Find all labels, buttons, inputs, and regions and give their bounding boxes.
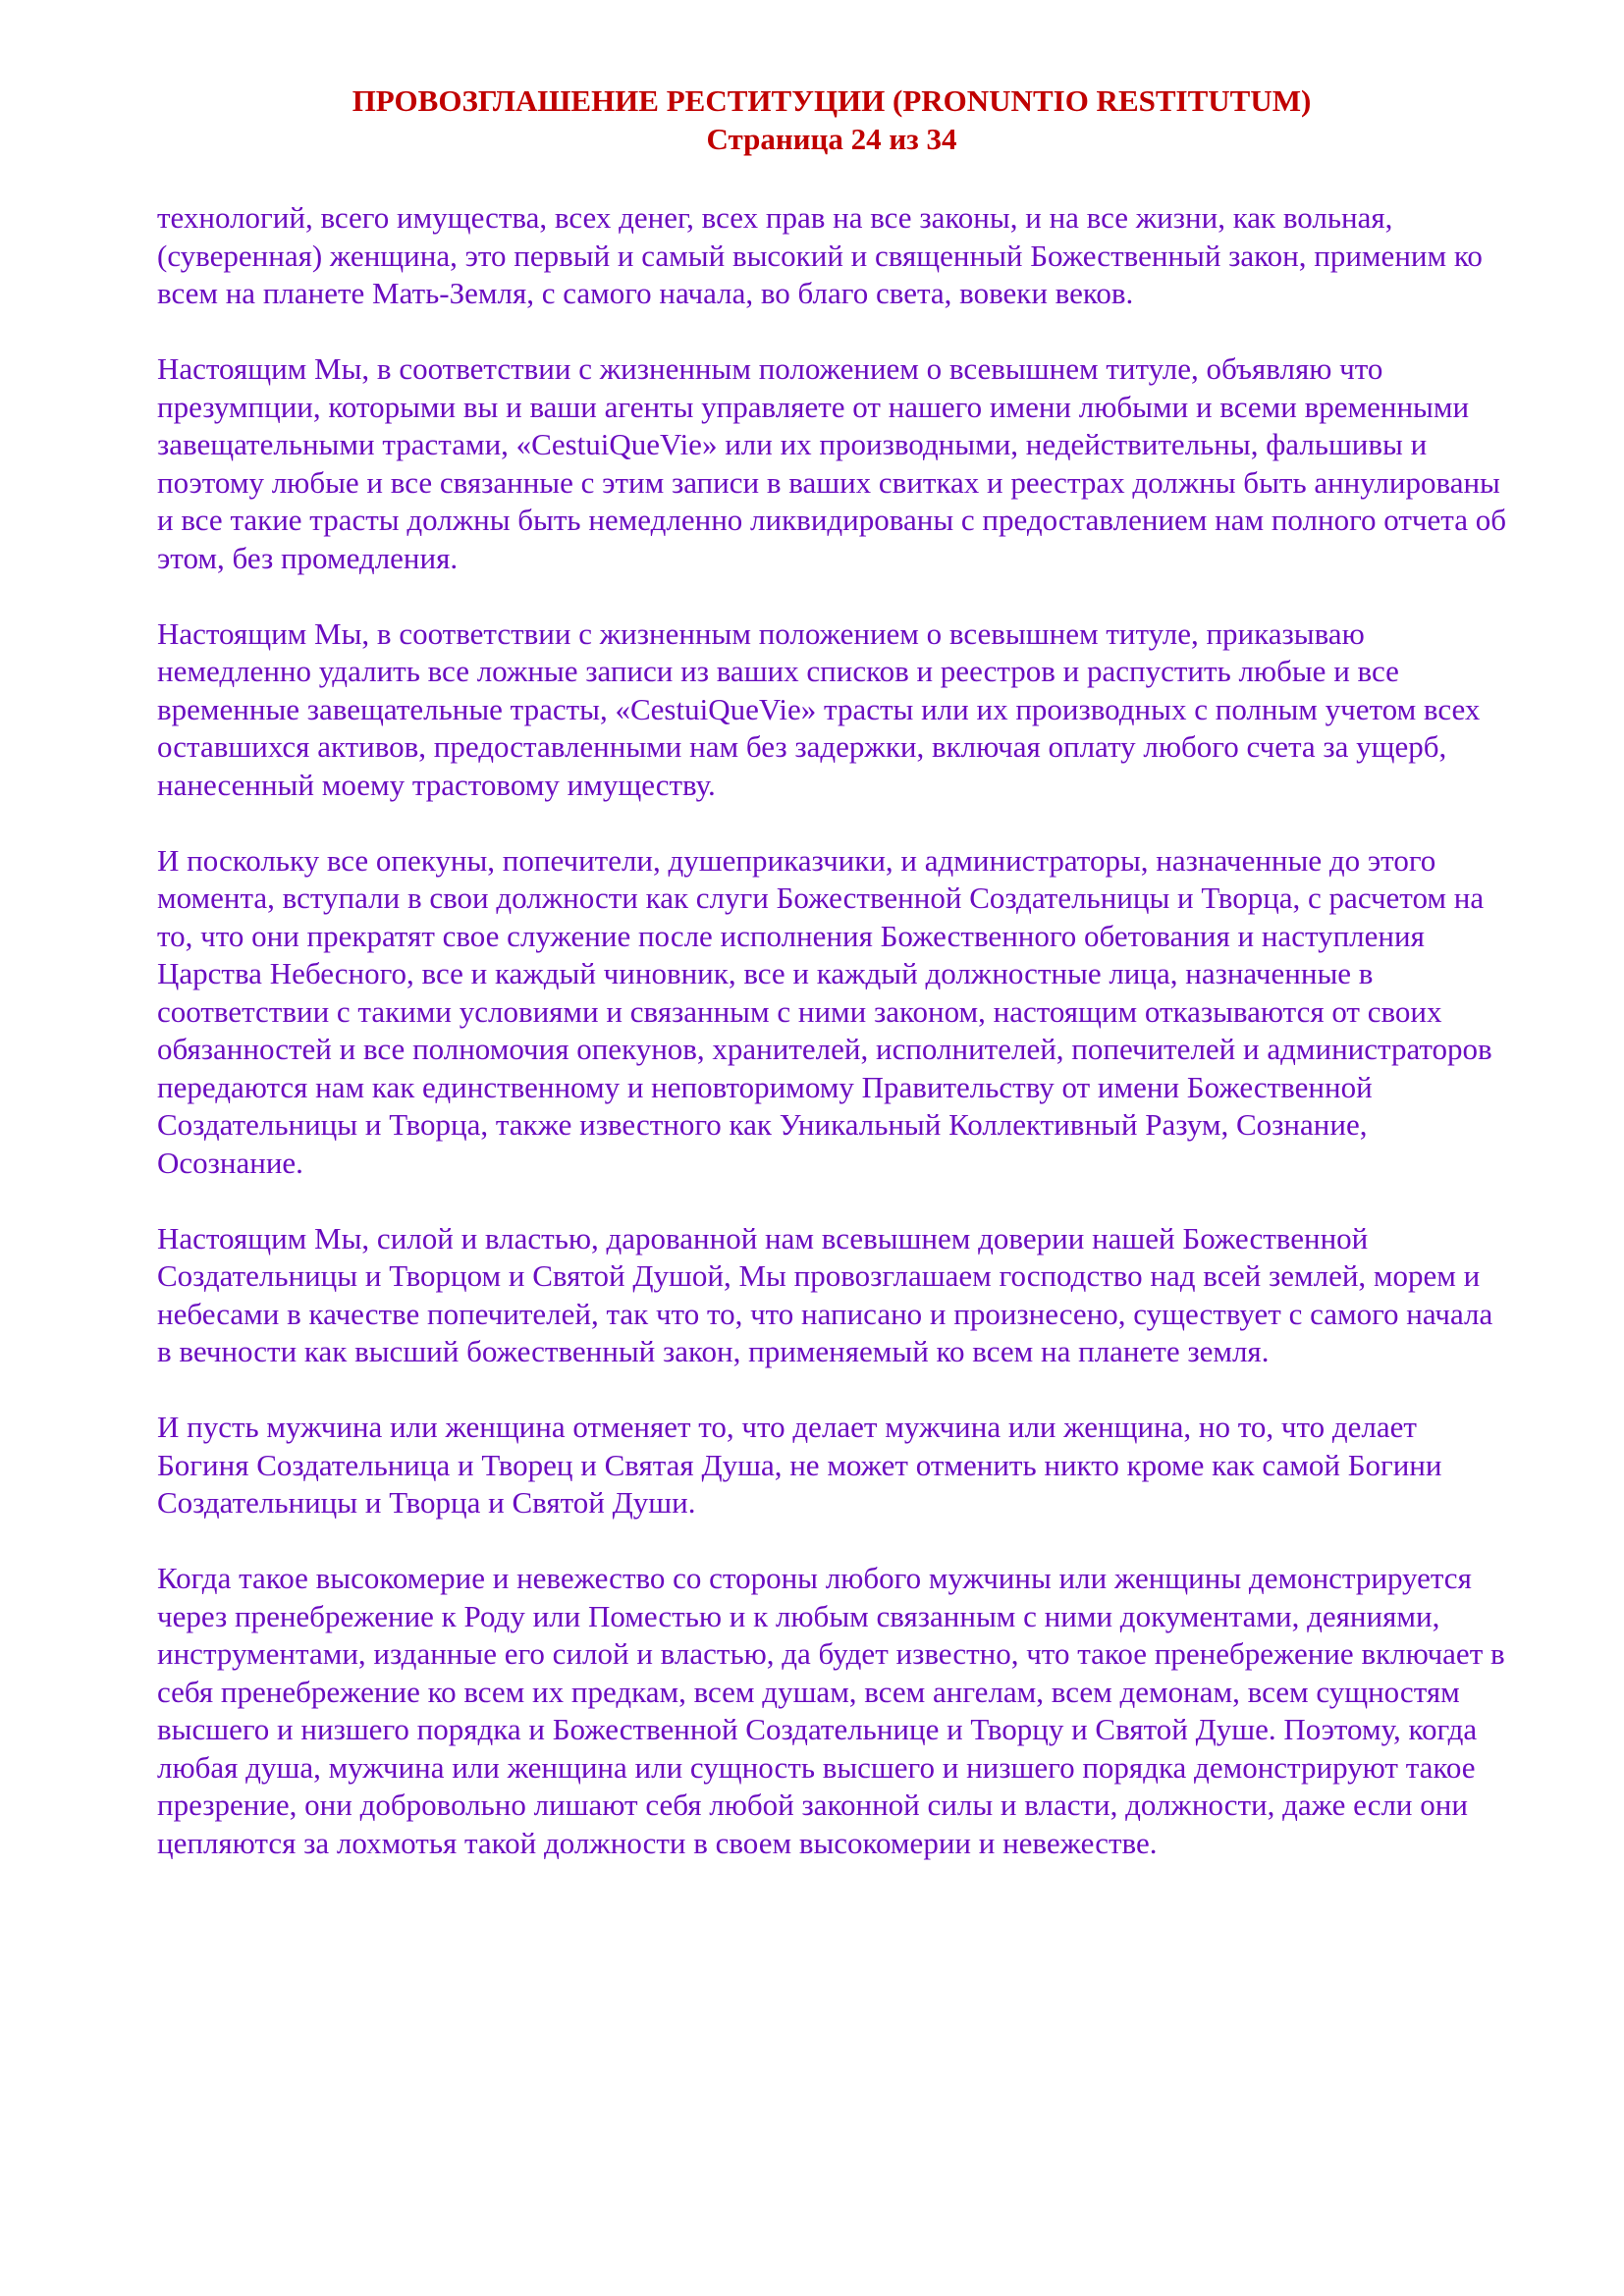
paragraph: технологий, всего имущества, всех денег, всех прав на все законы, и на все жизни, как вольная, (суверенная) женщина, это первый и самый высокий и священный Божественный закон, применим ко всем на планете Мать-Земля, с самого начала, во благо света, вовеки веков.	[157, 200, 1483, 310]
paragraph: Когда такое высокомерие и невежество со стороны любого мужчины или женщины демонстрируется через пренебрежение к Роду или Поместью и к любым связанным с ними документами, деяниями, инструментами, изданные его силой и властью, да будет известно, что такое пренебрежение включает в себя пренебрежение ко всем их предкам, всем душам, всем ангелам, всем демонам, всем сущностям высшего и низшего порядка и Божественной Создательнице и Творцу и Святой Душе. Поэтому, когда любая душа, мужчина или женщина или сущность высшего и низшего порядка демонстрируют такое презрение, они добровольно лишают себя любой законной силы и власти, должности, даже если они цепляются за лохмотья такой должности в своем высокомерии и невежестве.	[157, 1561, 1505, 1860]
document-body	[157, 199, 1506, 1862]
paragraph: И пусть мужчина или женщина отменяет то, что делает мужчина или женщина, но то, что делает Богиня Создательница и Творец и Святая Душа, не может отменить никто кроме как самой Богини Создательницы и Творца и Святой Души.	[157, 1410, 1442, 1520]
document-title: ПРОВОЗГЛАШЕНИЕ РЕСТИТУЦИИ (PRONUNTIO RESTITUTUM)	[352, 83, 1312, 118]
document-header	[157, 82, 1506, 158]
paragraph: Настоящим Мы, в соответствии с жизненным положением о всевышнем титуле, приказываю немедленно удалить все ложные записи из ваших списков и реестров и распустить любые и все временные завещательные трасты, «CestuiQueVie» трасты или их производных с полным учетом всех оставшихся активов, предоставленными нам без задержки, включая оплату любого счета за ущерб, нанесенный моему трастовому имуществу.	[157, 615, 1481, 802]
paragraph: Настоящим Мы, силой и властью, дарованной нам всевышнем доверии нашей Божественной Создательницы и Творцом и Святой Душой, Мы провозглашаем господство над всей землей, морем и небесами в качестве попечителей, так что то, что написано и произнесено, существует с самого начала в вечности как высший божественный закон, применяемый ко всем на планете земля.	[157, 1220, 1493, 1368]
page-indicator: Страница 24 из 34	[706, 121, 957, 156]
paragraph: И поскольку все опекуны, попечители, душеприказчики, и администраторы, назначенные до этого момента, вступали в свои должности как слуги Божественной Создательницы и Творца, с расчетом на то, что они прекратят свое служение после исполнения Божественного обетования и наступления Царства Небесного, все и каждый чиновник, все и каждый должностные лица, назначенные в соответствии с такими условиями и связанным с ними законом, настоящим отказываются от своих обязанностей и все полномочия опекунов, хранителей, исполнителей, попечителей и администраторов передаются нам как единственному и неповторимому Правительству от имени Божественной Создательницы и Творца, также известного как Уникальный Коллективный Разум, Сознание, Осознание.	[157, 842, 1492, 1180]
paragraph: Настоящим Мы, в соответствии с жизненным положением о всевышнем титуле, объявляю что презумпции, которыми вы и ваши агенты управляете от нашего имени любыми и всеми временными завещательными трастами, «CestuiQueVie» или их производными, недействительны, фальшивы и поэтому любые и все связанные с этим записи в ваших свитках и реестрах должны быть аннулированы и все такие трасты должны быть немедленно ликвидированы с предоставлением нам полного отчета об этом, без промедления.	[157, 351, 1506, 575]
